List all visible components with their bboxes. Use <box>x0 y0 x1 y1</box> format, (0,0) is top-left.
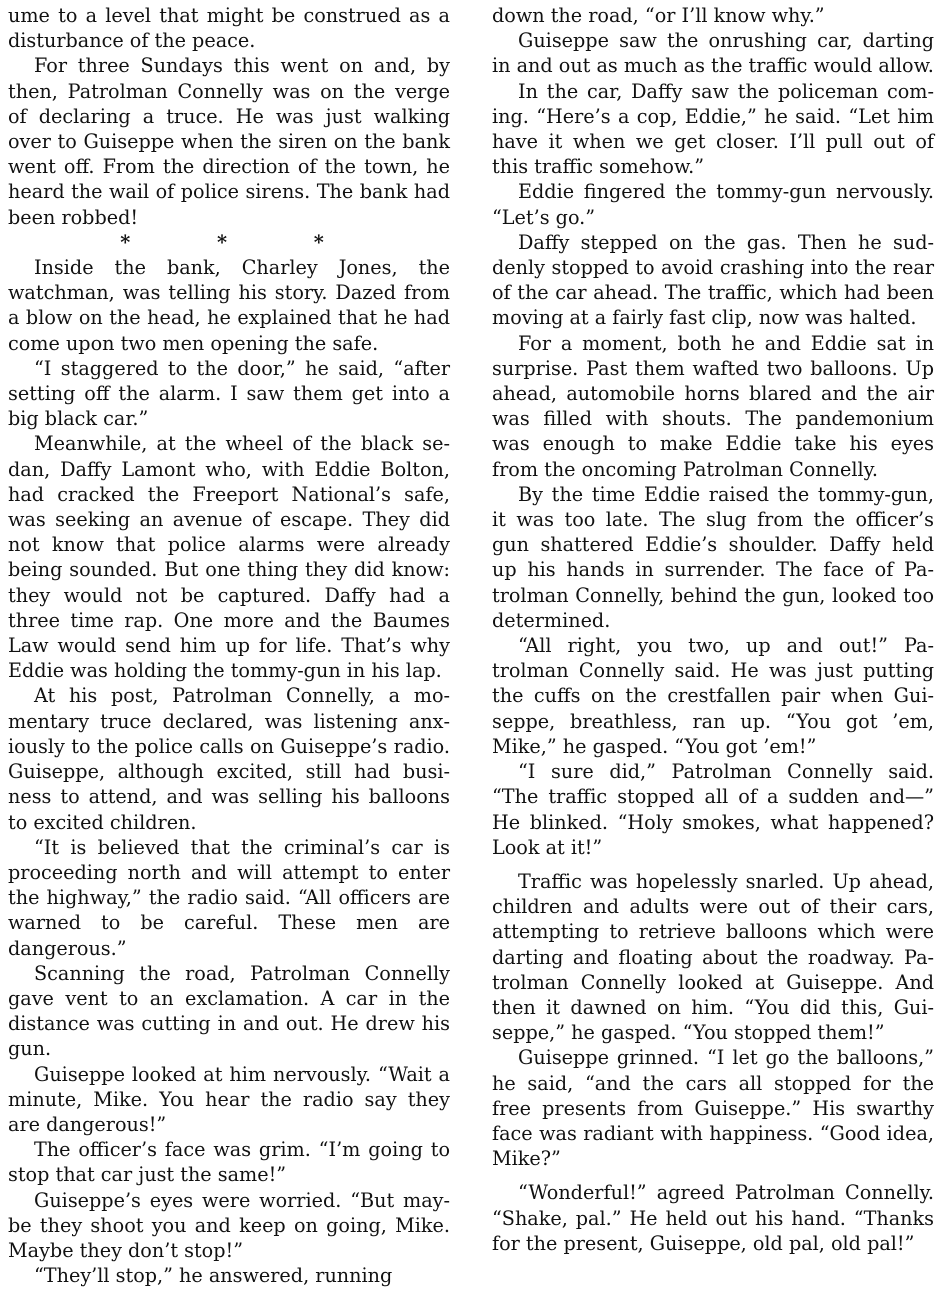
paragraph: “All right, you two, up and out!” Patrolman Connelly said. He was just putting the cuffs on the crestfallen pair when Guiseppe, breathless, ran up. “You got ’em, Mike,” he gasped. “You got ’em!” <box>492 634 934 758</box>
paragraph: “I sure did,” Patrolman Connelly said. “The traffic stopped all of a sudden and—” He blinked. “Holy smokes, what happened? Look at it!” <box>492 760 934 859</box>
paragraph: Scanning the road, Patrolman Connelly gave vent to an exclamation. A car in the distance was cutting in and out. He drew his gun. <box>8 961 450 1061</box>
section-break: * * * <box>120 230 364 254</box>
paragraph: Guiseppe grinned. “I let go the balloons,” he said, “and the cars all stopped for the free presents from Guiseppe.” His swarthy face was radiant with happiness. “Good idea, Mike?” <box>492 1046 934 1171</box>
paragraph: Eddie fingered the tommy-gun nervously. “Let’s go.” <box>492 180 934 229</box>
left-column <box>8 3 450 1309</box>
paragraph: “Wonderful!” agreed Patrolman Connelly. “Shake, pal.” He held out his hand. “Thanks for the present, Guiseppe, old pal, old pal!” <box>492 1181 934 1255</box>
paragraph: In the car, Daffy saw the policeman coming. “Here’s a cop, Eddie,” he said. “Let him have it when we get closer. I’ll pull out of this traffic somehow.” <box>492 79 934 179</box>
paragraph: For three Sundays this went on and, by then, Patrolman Connelly was on the verge of declaring a truce. He was just walking over to Guiseppe when the siren on the bank went off. From the direction of the town, he heard the wail of police sirens. The bank had been robbed! <box>8 54 450 229</box>
paragraph: ume to a level that might be construed as a disturbance of the peace. <box>8 4 450 53</box>
right-column <box>492 3 934 1309</box>
paragraph: Guiseppe looked at him nervously. “Wait a minute, Mike. You hear the radio say they are dangerous!” <box>8 1062 450 1136</box>
paragraph: At his post, Patrolman Connelly, a momentary truce declared, was listening anxiously to the police calls on Guiseppe’s radio. Guiseppe, although excited, still had business to attend, and was selling his balloons to excited children. <box>8 684 450 834</box>
paragraph: Inside the bank, Charley Jones, the watchman, was telling his story. Dazed from a blow on the head, he explained that he had come upon two men opening the safe. <box>8 256 450 355</box>
paragraph: For a moment, both he and Eddie sat in surprise. Past them wafted two balloons. Up ahead, automobile horns blared and the air was filled with shouts. The pandemonium was enough to make Eddie take his eyes from the oncoming Patrolman Connelly. <box>492 331 934 481</box>
paragraph: “They’ll stop,” he answered, running <box>34 1264 393 1288</box>
paragraph: Guiseppe saw the onrushing car, darting in and out as much as the traffic would allow. <box>492 29 934 78</box>
paragraph: Daffy stepped on the gas. Then he suddenly stopped to avoid crashing into the rear of the car ahead. The traffic, which had been moving at a fairly fast clip, now was halted. <box>492 230 934 330</box>
paragraph: “It is believed that the criminal’s car is proceeding north and will attempt to enter the highway,” the radio said. “All officers are warned to be careful. These men are dangerous.” <box>8 835 450 960</box>
paragraph: Meanwhile, at the wheel of the black sedan, Daffy Lamont who, with Eddie Bolton, had cracked the Freeport National’s safe, was seeking an avenue of escape. They did not know that police alarms were already being sounded. But one thing they did know: they would not be captured. Daffy had a three time rap. One more and the Baumes Law would send him up for life. That’s why Eddie was holding the tommy-gun in his lap. <box>8 432 450 683</box>
paragraph: Guiseppe’s eyes were worried. “But maybe they shoot you and keep on going, Mike. Maybe they don’t stop!” <box>8 1188 450 1262</box>
paragraph: down the road, “or I’ll know why.” <box>492 4 825 27</box>
paragraph: The officer’s face was grim. “I’m going to stop that car just the same!” <box>8 1138 450 1187</box>
paragraph: Traffic was hopelessly snarled. Up ahead, children and adults were out of their cars, attempting to retrieve balloons which were darting and floating about the roadway. Patrolman Connelly looked at Guiseppe. And then it dawned on him. “You did this, Guiseppe,” he gasped. “You stopped them!” <box>492 869 934 1045</box>
paragraph: By the time Eddie raised the tommy-gun, it was too late. The slug from the officer’s gun shattered Eddie’s shoulder. Daffy held up his hands in surrender. The face of Patrolman Connelly, behind the gun, looked too determined. <box>492 482 934 632</box>
paragraph: “I staggered to the door,” he said, “after setting off the alarm. I saw them get into a big black car.” <box>8 356 450 431</box>
